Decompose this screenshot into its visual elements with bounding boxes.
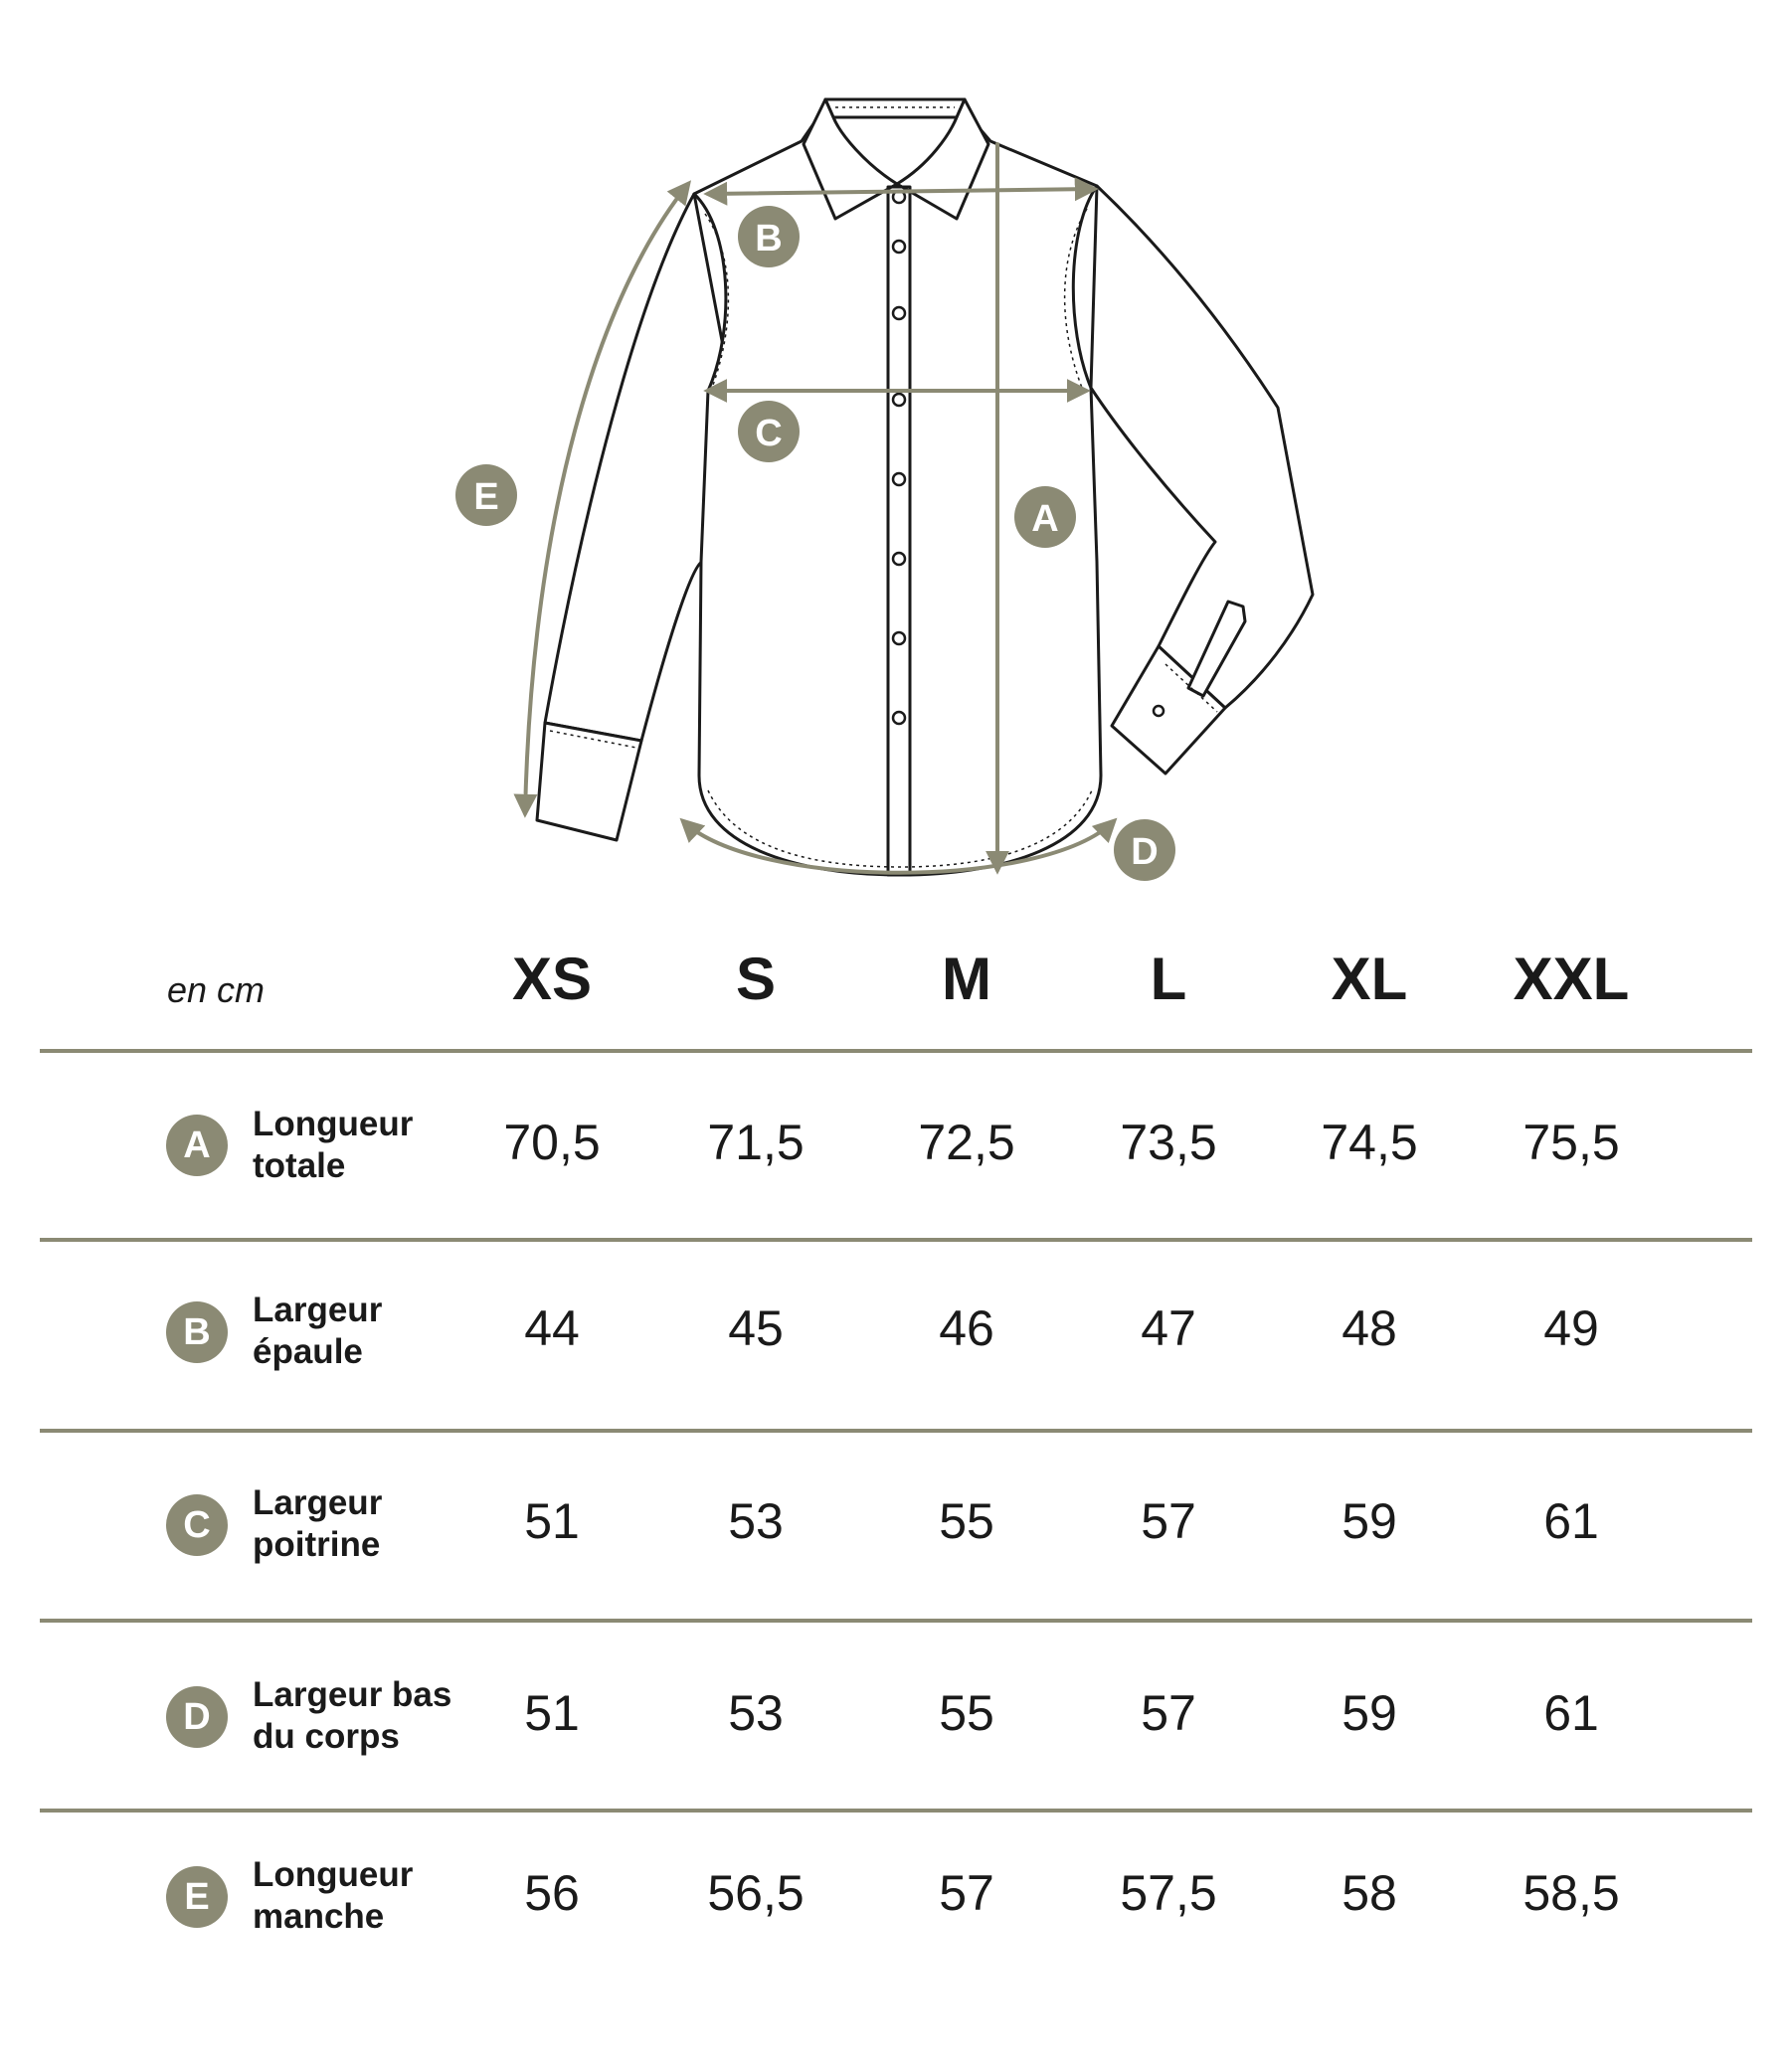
svg-text:B: B xyxy=(755,218,783,259)
table-cell: 59 xyxy=(1342,1685,1397,1741)
table-cell: 53 xyxy=(728,1685,784,1741)
table-cell: 46 xyxy=(939,1300,994,1356)
shirt-outline xyxy=(537,99,1313,875)
row-badge-a: A xyxy=(166,1115,228,1176)
table-row-c xyxy=(0,1431,1791,1620)
table-cell: 51 xyxy=(524,1493,580,1549)
table-cell: 56,5 xyxy=(707,1865,805,1921)
size-header-m: M xyxy=(942,946,991,1012)
shirt-diagram xyxy=(0,0,1791,915)
table-cell: 55 xyxy=(939,1493,994,1549)
table-cell: 57 xyxy=(1141,1493,1196,1549)
marker-d xyxy=(1114,819,1175,881)
button xyxy=(893,553,905,565)
table-cell: 73,5 xyxy=(1120,1115,1217,1170)
table-cell: 49 xyxy=(1543,1300,1599,1356)
table-cell: 51 xyxy=(524,1685,580,1741)
table-row-e xyxy=(0,1811,1791,1999)
table-cell: 45 xyxy=(728,1300,784,1356)
marker-c xyxy=(738,401,800,462)
table-cell: 75,5 xyxy=(1522,1115,1620,1170)
row-badge-d: D xyxy=(166,1686,228,1748)
row-label-d: Largeur bas du corps xyxy=(253,1675,452,1756)
size-header-l: L xyxy=(1150,946,1187,1012)
row-label-e: Longueur manche xyxy=(253,1855,414,1936)
size-header-xs: XS xyxy=(511,946,593,1012)
svg-text:D: D xyxy=(1131,831,1159,873)
table-cell: 48 xyxy=(1342,1300,1397,1356)
table-cell: 59 xyxy=(1342,1493,1397,1549)
right-sleeve xyxy=(1091,186,1313,708)
table-cell: 56 xyxy=(524,1865,580,1921)
table-cell: 58 xyxy=(1342,1865,1397,1921)
table-cell: 55 xyxy=(939,1685,994,1741)
table-cell: 47 xyxy=(1141,1300,1196,1356)
row-label-b: Largeur épaule xyxy=(253,1291,383,1371)
button xyxy=(893,632,905,644)
table-cell: 61 xyxy=(1543,1493,1599,1549)
button xyxy=(1154,706,1164,716)
row-label-c: Largeur poitrine xyxy=(253,1483,383,1564)
table-cell: 61 xyxy=(1543,1685,1599,1741)
svg-text:A: A xyxy=(1031,498,1059,540)
table-cell: 74,5 xyxy=(1321,1115,1418,1170)
size-header-s: S xyxy=(735,946,777,1012)
table-cell: 58,5 xyxy=(1522,1865,1620,1921)
button xyxy=(893,394,905,406)
button xyxy=(893,241,905,253)
table-cell: 71,5 xyxy=(707,1115,805,1170)
marker-b xyxy=(738,206,800,267)
unit-label: en cm xyxy=(167,969,266,1010)
table-cell: 57 xyxy=(939,1865,994,1921)
row-badge-c: C xyxy=(166,1494,228,1556)
row-label-a: Longueur totale xyxy=(253,1105,414,1185)
size-header-xxl: XXL xyxy=(1513,946,1630,1012)
table-cell: 53 xyxy=(728,1493,784,1549)
svg-text:E: E xyxy=(473,476,499,518)
table-cell: 57 xyxy=(1141,1685,1196,1741)
table-cell: 70,5 xyxy=(503,1115,601,1170)
table-cell: 57,5 xyxy=(1120,1865,1217,1921)
button xyxy=(893,473,905,485)
table-cell: 44 xyxy=(524,1300,580,1356)
table-row-d xyxy=(0,1621,1791,1810)
table-row-b xyxy=(0,1240,1791,1429)
svg-text:C: C xyxy=(755,413,783,454)
marker-a xyxy=(1014,486,1076,548)
button xyxy=(893,712,905,724)
size-header-xl: XL xyxy=(1331,946,1408,1012)
row-badge-e: E xyxy=(166,1866,228,1928)
row-badge-b: B xyxy=(166,1301,228,1363)
collar-band xyxy=(825,99,965,117)
left-cuff xyxy=(537,723,641,840)
table-row-a xyxy=(0,1051,1791,1240)
marker-e xyxy=(455,464,517,526)
button xyxy=(893,307,905,319)
table-cell: 72,5 xyxy=(918,1115,1015,1170)
